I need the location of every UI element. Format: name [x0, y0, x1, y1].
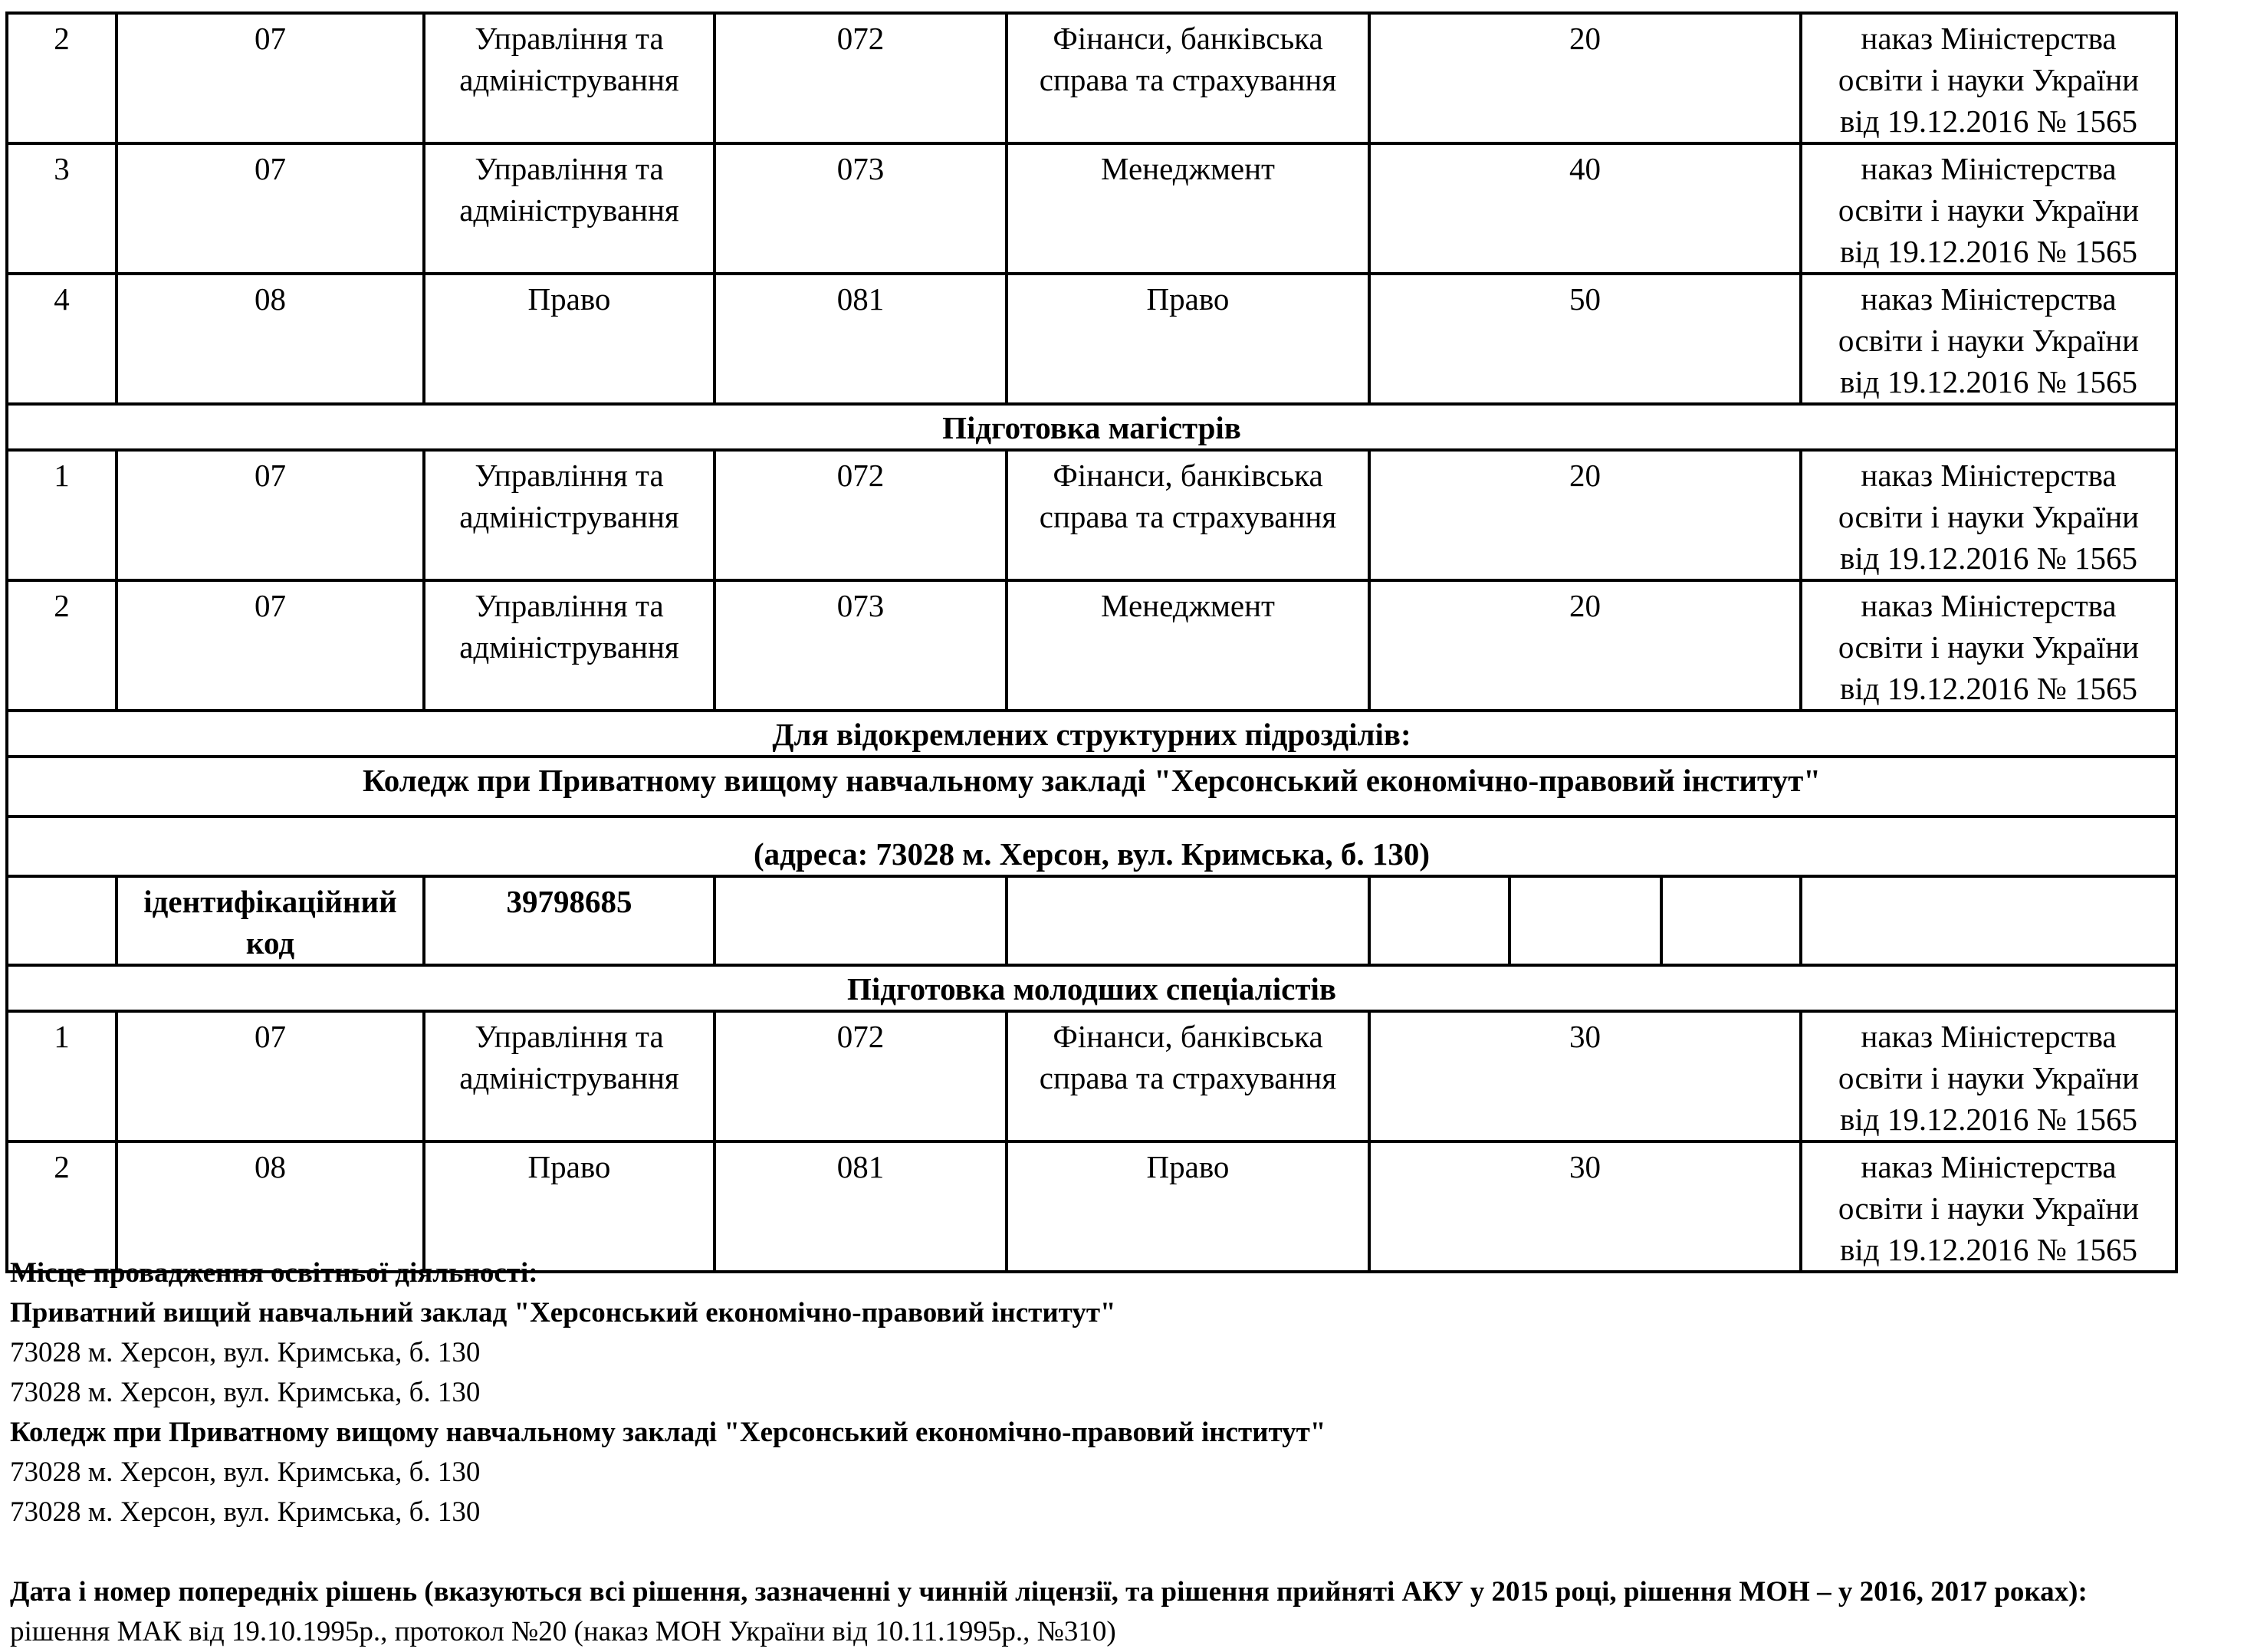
- ident-code-value: 39798685: [424, 876, 715, 965]
- identification-row: [7, 876, 2176, 965]
- empty-cell: [7, 876, 117, 965]
- specialty-name: Менеджмент: [1007, 143, 1369, 274]
- license-volume: 20: [1369, 580, 1801, 711]
- field-name: Право: [424, 274, 715, 404]
- field-code: 07: [117, 143, 424, 274]
- basis-order: наказ Міністерства освіти і науки України від 19.12.2016 № 1565: [1801, 1011, 2176, 1141]
- licensing-table: [5, 11, 2178, 1273]
- empty-cell: [715, 876, 1007, 965]
- table-row: [7, 143, 2176, 274]
- row-number: 2: [7, 580, 117, 711]
- license-volume: 30: [1369, 1141, 1801, 1272]
- license-volume: 20: [1369, 450, 1801, 580]
- section-title: Підготовка молодших спеціалістів: [7, 965, 2176, 1011]
- field-name: Управління та адміністрування: [424, 580, 715, 711]
- license-volume: 20: [1369, 13, 1801, 143]
- field-name: Управління та адміністрування: [424, 143, 715, 274]
- empty-cell: [1801, 876, 2176, 965]
- empty-cell: [1661, 876, 1801, 965]
- specialty-code: 073: [715, 580, 1007, 711]
- section-header-separate-units: [7, 711, 2176, 757]
- field-code: 07: [117, 13, 424, 143]
- institute-address: 73028 м. Херсон, вул. Кримська, б. 130: [10, 1377, 481, 1408]
- field-code: 08: [117, 1141, 424, 1272]
- specialty-code: 081: [715, 274, 1007, 404]
- college-address: (адреса: 73028 м. Херсон, вул. Кримська, б. 130): [7, 816, 2176, 876]
- license-volume: 50: [1369, 274, 1801, 404]
- college-address: 73028 м. Херсон, вул. Кримська, б. 130: [10, 1457, 481, 1488]
- specialty-name: Фінанси, банківська справа та страхування: [1007, 450, 1369, 580]
- college-address-row: [7, 816, 2176, 876]
- basis-order: наказ Міністерства освіти і науки України від 19.12.2016 № 1565: [1801, 143, 2176, 274]
- section-header-masters: [7, 404, 2176, 450]
- table-row: [7, 1141, 2176, 1272]
- section-header-junior: [7, 965, 2176, 1011]
- field-name: Право: [424, 1141, 715, 1272]
- specialty-name: Фінанси, банківська справа та страхування: [1007, 1011, 1369, 1141]
- basis-order: наказ Міністерства освіти і науки України від 19.12.2016 № 1565: [1801, 450, 2176, 580]
- row-number: 2: [7, 13, 117, 143]
- college-name: Коледж при Приватному вищому навчальному закладі "Херсонський економічно-правовий інститут": [7, 757, 2176, 816]
- table-row: [7, 274, 2176, 404]
- section-title: Підготовка магістрів: [7, 404, 2176, 450]
- row-number: 1: [7, 450, 117, 580]
- license-volume: 30: [1369, 1011, 1801, 1141]
- decisions-heading: Дата і номер попередніх рішень (вказуються всі рішення, зазначенні у чинній ліцензії, та рішення прийняті АКУ у 2015 році, рішення МОН – у 2016, 2017 роках):: [10, 1576, 2088, 1608]
- specialty-name: Фінанси, банківська справа та страхування: [1007, 13, 1369, 143]
- basis-order: наказ Міністерства освіти і науки України від 19.12.2016 № 1565: [1801, 1141, 2176, 1272]
- specialty-name: Право: [1007, 1141, 1369, 1272]
- specialty-code: 073: [715, 143, 1007, 274]
- college-address: 73028 м. Херсон, вул. Кримська, б. 130: [10, 1496, 481, 1528]
- college-name: Коледж при Приватному вищому навчальному закладі "Херсонський економічно-правовий інститут": [10, 1417, 1326, 1448]
- specialty-name: Право: [1007, 274, 1369, 404]
- row-number: 2: [7, 1141, 117, 1272]
- table-row: [7, 580, 2176, 711]
- spacer: [10, 1532, 2233, 1572]
- empty-cell: [1509, 876, 1661, 965]
- ident-code-label: ідентифікаційний код: [117, 876, 424, 965]
- decisions-text: рішення МАК від 19.10.1995р., протокол №20 (наказ МОН України від 10.11.1995р., №310): [10, 1616, 1116, 1647]
- institute-name: Приватний вищий навчальний заклад "Херсонський економічно-правовий інститут": [10, 1297, 1116, 1328]
- empty-cell: [1369, 876, 1509, 965]
- row-number: 1: [7, 1011, 117, 1141]
- field-code: 08: [117, 274, 424, 404]
- section-title: Для відокремлених структурних підрозділів:: [7, 711, 2176, 757]
- field-name: Управління та адміністрування: [424, 450, 715, 580]
- basis-order: наказ Міністерства освіти і науки України від 19.12.2016 № 1565: [1801, 580, 2176, 711]
- field-name: Управління та адміністрування: [424, 13, 715, 143]
- basis-order: наказ Міністерства освіти і науки України від 19.12.2016 № 1565: [1801, 13, 2176, 143]
- row-number: 4: [7, 274, 117, 404]
- field-code: 07: [117, 580, 424, 711]
- college-name-row: [7, 757, 2176, 816]
- field-name: Управління та адміністрування: [424, 1011, 715, 1141]
- row-number: 3: [7, 143, 117, 274]
- notes-block: [10, 1253, 2233, 1652]
- specialty-name: Менеджмент: [1007, 580, 1369, 711]
- empty-cell: [1007, 876, 1369, 965]
- place-heading: Місце провадження освітньої діяльності:: [10, 1257, 538, 1289]
- specialty-code: 072: [715, 450, 1007, 580]
- institute-address: 73028 м. Херсон, вул. Кримська, б. 130: [10, 1337, 481, 1368]
- table-row: [7, 450, 2176, 580]
- specialty-code: 081: [715, 1141, 1007, 1272]
- table-row: [7, 1011, 2176, 1141]
- specialty-code: 072: [715, 1011, 1007, 1141]
- table-row: [7, 13, 2176, 143]
- field-code: 07: [117, 1011, 424, 1141]
- license-volume: 40: [1369, 143, 1801, 274]
- specialty-code: 072: [715, 13, 1007, 143]
- basis-order: наказ Міністерства освіти і науки України від 19.12.2016 № 1565: [1801, 274, 2176, 404]
- field-code: 07: [117, 450, 424, 580]
